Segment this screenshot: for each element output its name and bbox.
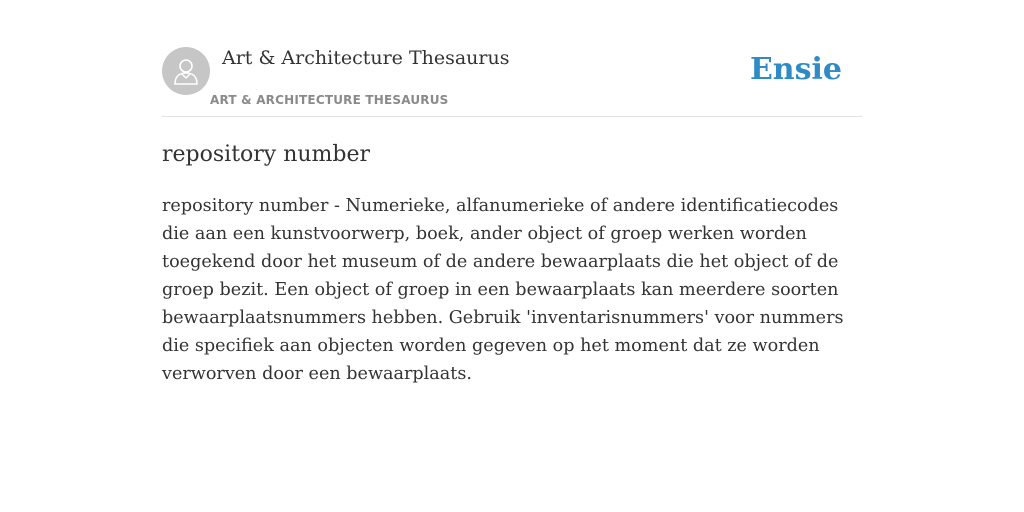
avatar[interactable] (162, 47, 210, 95)
definition-text: repository number - Numerieke, alfanumerieke of andere identificatiecodes die aan een kunstvoorwerp, boek, ander object of groep werken worden toegekend door het museum of de andere bewaarplaats die het object of de groep bezit. Een object of groep in een bewaarplaats kan meerdere soorten bewaarplaatsnummers hebben. Gebruik 'inventarisnummers' voor nummers die specifiek aan objecten worden gegeven op het moment dat ze worden verworven door een bewaarplaats. (162, 196, 844, 384)
page-title: repository number (162, 142, 371, 167)
author-name-link[interactable]: Art & Architecture Thesaurus (222, 47, 510, 69)
author-subtitle: ART & ARCHITECTURE THESAURUS (210, 93, 449, 107)
user-silhouette-icon (173, 57, 199, 85)
brand-logo[interactable]: Ensie (749, 52, 842, 87)
author-header (162, 46, 862, 117)
